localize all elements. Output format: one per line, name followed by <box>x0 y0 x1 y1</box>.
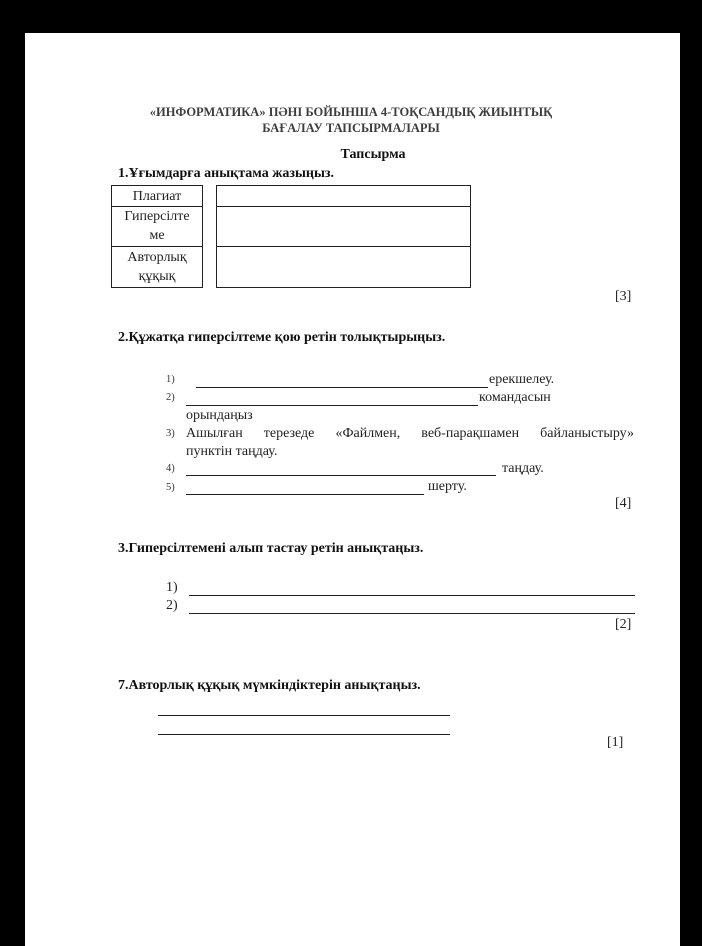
q1-answer-plagiarism[interactable] <box>217 186 470 206</box>
q2-item5-blank[interactable] <box>186 494 424 495</box>
q2-item2-text-cont: орындаңыз <box>186 408 253 423</box>
q2-item2-blank[interactable] <box>186 405 478 406</box>
q1-term-hyperlink-line2: ме <box>149 228 165 243</box>
q2-score: [4] <box>615 496 632 511</box>
q1-term-copyright-line1: Авторлық <box>127 250 187 265</box>
q2-item2-number: 2) <box>166 392 175 403</box>
task-subtitle: Тапсырма <box>340 147 406 162</box>
q1-answer-copyright[interactable] <box>217 247 470 288</box>
q2-title: 2.Құжатқа гиперсілтеме қою ретін толықтырыңыз. <box>118 330 446 345</box>
q2-item3-text: Ашылған терезеде «Файлмен, веб-парақшамен байланыстыру» <box>186 426 634 441</box>
q7-score: [1] <box>607 735 624 750</box>
header-title-line1: «ИНФОРМАТИКА» ПӘНІ БОЙЫНША 4-ТОҚСАНДЫҚ ЖИЫНТЫҚ <box>149 105 553 119</box>
q2-item4-text: таңдау. <box>502 461 544 476</box>
q2-item3-number: 3) <box>166 428 175 439</box>
q3-item1-number: 1) <box>166 580 178 595</box>
q2-item4-blank[interactable] <box>186 475 496 476</box>
q7-answer-line2[interactable] <box>158 734 450 735</box>
q1-term-copyright <box>112 246 202 288</box>
q3-item1-blank[interactable] <box>189 595 635 596</box>
q3-title: 3.Гиперсілтемені алып тастау ретін анықтаңыз. <box>118 541 424 556</box>
q2-item5-number: 5) <box>166 482 175 493</box>
q1-term-hyperlink-line1: Гиперсілте <box>124 209 190 224</box>
q1-term-plagiarism <box>112 186 202 206</box>
q1-term-hyperlink <box>112 206 202 246</box>
q1-terms-table <box>111 185 203 288</box>
q2-item1-number: 1) <box>166 374 175 385</box>
q2-item2-text: командасын <box>479 390 551 405</box>
q2-item5-text: шерту. <box>428 479 467 494</box>
q7-title: 7.Авторлық құқық мүмкіндіктерін анықтаңыз. <box>118 678 421 693</box>
q3-item2-number: 2) <box>166 598 178 613</box>
q1-answer-hyperlink[interactable] <box>217 207 470 246</box>
q1-score: [3] <box>615 289 632 304</box>
q2-item3-text-cont: пунктін таңдау. <box>186 444 278 459</box>
q7-answer-line1[interactable] <box>158 715 450 716</box>
q2-item1-text: ерекшелеу. <box>489 372 555 387</box>
q2-item4-number: 4) <box>166 463 175 474</box>
q3-score: [2] <box>615 617 632 632</box>
q1-term-copyright-line2: құқық <box>138 269 176 284</box>
q1-term-plagiarism-text: Плагиат <box>132 188 182 204</box>
q1-title: 1.Ұғымдарға анықтама жазыңыз. <box>118 166 335 181</box>
q3-item2-blank[interactable] <box>189 613 635 614</box>
q1-answers-table <box>216 185 471 288</box>
header-title-line2: БАҒАЛАУ ТАПСЫРМАЛАРЫ <box>262 121 440 135</box>
q2-item1-blank[interactable] <box>196 387 488 388</box>
